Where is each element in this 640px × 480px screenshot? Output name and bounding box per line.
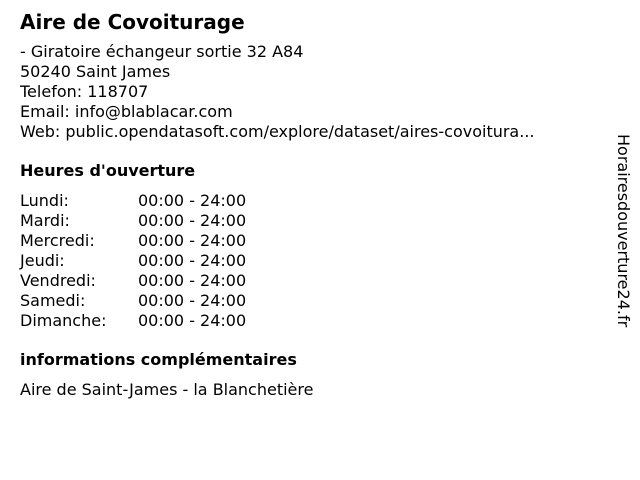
brand-watermark (611, 134, 635, 374)
hours-row (20, 271, 246, 291)
place-card (20, 10, 600, 400)
hours-row (20, 311, 246, 331)
place-title: Aire de Covoiturage (20, 10, 245, 34)
day-label: Lundi: (20, 191, 69, 210)
hours-row (20, 191, 246, 211)
web-line: Web: public.opendatasoft.com/explore/dataset/aires-covoitura... (20, 122, 535, 141)
time-range: 00:00 - 24:00 (138, 211, 247, 230)
phone-line: Telefon: 118707 (20, 82, 149, 101)
hours-row (20, 291, 246, 311)
time-range: 00:00 - 24:00 (138, 291, 247, 310)
info-text: Aire de Saint-James - la Blanchetière (20, 380, 314, 399)
hours-row (20, 251, 246, 271)
hours-heading: Heures d'ouverture (20, 161, 196, 180)
time-range: 00:00 - 24:00 (138, 251, 247, 270)
time-range: 00:00 - 24:00 (138, 271, 247, 290)
day-label: Jeudi: (20, 251, 65, 270)
day-label: Vendredi: (20, 271, 96, 290)
day-label: Mardi: (20, 211, 70, 230)
city-address: 50240 Saint James (20, 62, 171, 81)
day-label: Mercredi: (20, 231, 95, 250)
day-label: Samedi: (20, 291, 86, 310)
hours-row (20, 231, 246, 251)
time-range: 00:00 - 24:00 (138, 231, 247, 250)
opening-hours-table (20, 191, 246, 331)
brand-text: Horairesdouverture24.fr (614, 134, 633, 328)
day-label: Dimanche: (20, 311, 107, 330)
info-heading: informations complémentaires (20, 350, 297, 369)
hours-row (20, 211, 246, 231)
email-line: Email: info@blablacar.com (20, 102, 233, 121)
time-range: 00:00 - 24:00 (138, 191, 247, 210)
time-range: 00:00 - 24:00 (138, 311, 247, 330)
street-address: - Giratoire échangeur sortie 32 A84 (20, 42, 304, 61)
